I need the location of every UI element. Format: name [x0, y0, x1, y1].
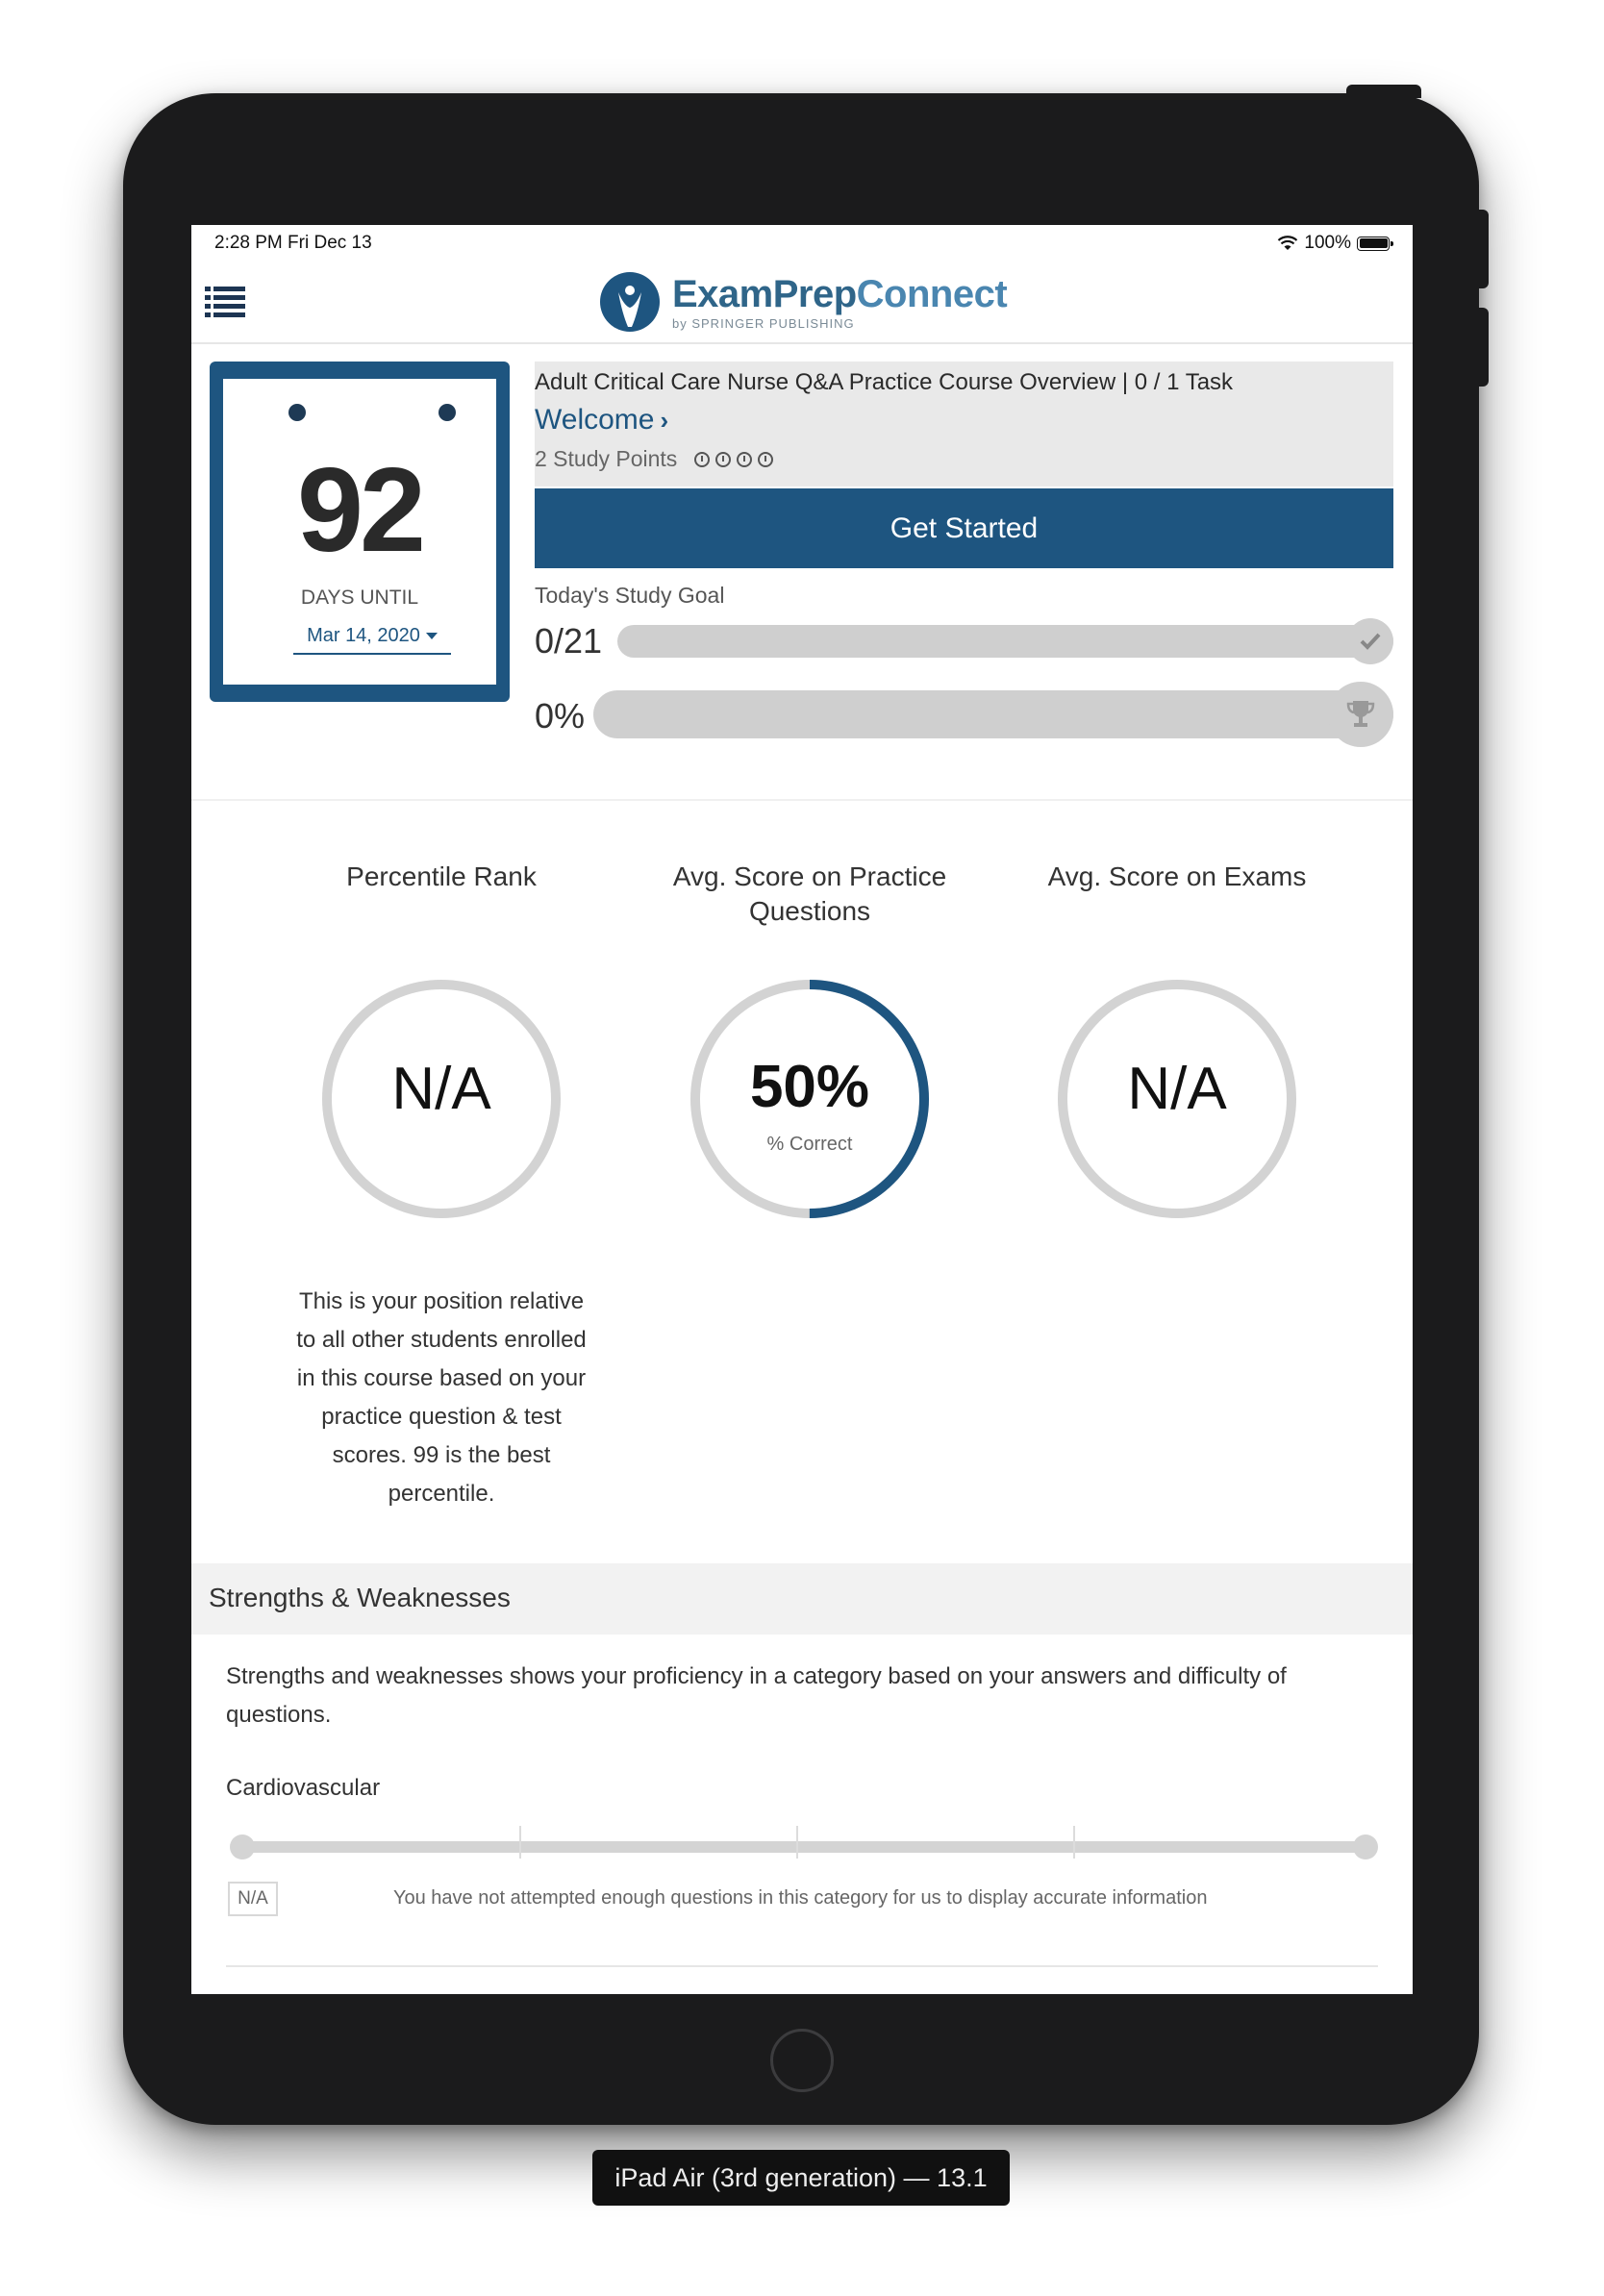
device-volume-down	[1476, 308, 1489, 387]
trophy-icon	[1328, 682, 1393, 747]
study-percent-progress-bar	[593, 690, 1393, 738]
stat-value: N/A	[1127, 1056, 1227, 1122]
device-top-button	[1346, 85, 1421, 98]
logo-title: ExamPrepConnect	[672, 272, 1008, 315]
category-divider	[226, 1965, 1378, 1967]
study-point-icon	[694, 452, 710, 467]
stat-title: Avg. Score on Exams	[1047, 861, 1307, 891]
stat-sub: % Correct	[766, 1134, 853, 1155]
status-bar	[191, 225, 1413, 263]
logo-mark-icon	[599, 271, 661, 333]
study-goal-progress-bar	[617, 625, 1393, 658]
study-point-icon	[715, 452, 731, 467]
slider-tick	[796, 1826, 798, 1859]
checkmark-icon	[1347, 618, 1393, 664]
study-goal-percent: 0%	[535, 696, 586, 736]
app-logo	[599, 271, 1007, 333]
category-score-badge: N/A	[228, 1882, 278, 1916]
calendar-ring-right	[439, 404, 456, 421]
wifi-icon	[1277, 236, 1298, 251]
stat-description: This is your position relative to all other students enrolled in this course based on your practice question & test scores. 99 is the best percentile.	[296, 1288, 587, 1507]
stat-avg-practice-score	[627, 860, 992, 1155]
study-point-icon	[737, 452, 752, 467]
exam-countdown-card	[210, 362, 510, 702]
study-goal-label: Today's Study Goal	[535, 583, 725, 608]
stat-title: Percentile Rank	[346, 861, 537, 891]
strengths-description: Strengths and weaknesses shows your proficiency in a category based on your answers and difficulty of questions.	[226, 1663, 1287, 1728]
stat-value: N/A	[391, 1056, 491, 1122]
slider-tick	[519, 1826, 521, 1859]
course-overview	[535, 362, 1393, 487]
study-point-icon	[758, 452, 773, 467]
home-button[interactable]	[770, 2029, 834, 2092]
stat-value: 50%	[749, 1054, 870, 1120]
chevron-right-icon: ›	[660, 406, 669, 435]
welcome-link[interactable]: Welcome ›	[535, 404, 669, 436]
slider-knob-right	[1353, 1834, 1378, 1859]
course-title: Adult Critical Care Nurse Q&A Practice Course Overview | 0 / 1 Task	[535, 369, 1234, 395]
logo-subtitle: by SPRINGER PUBLISHING	[672, 315, 855, 331]
status-right	[1277, 233, 1390, 254]
app-header	[191, 263, 1413, 344]
stat-avg-exam-score	[994, 860, 1360, 1122]
category-name: Cardiovascular	[226, 1775, 381, 1801]
list-menu-icon[interactable]	[205, 283, 245, 321]
days-until-number: 92	[297, 444, 422, 577]
days-until-label: DAYS UNTIL	[300, 586, 419, 609]
slider-knob-left	[230, 1834, 255, 1859]
stat-title: Avg. Score on Practice Questions	[672, 861, 947, 926]
calendar-ring-left	[288, 404, 306, 421]
strengths-weaknesses-header	[191, 1563, 1413, 1635]
study-goal-count: 0/21	[535, 621, 603, 661]
battery-percent: 100%	[1304, 233, 1351, 253]
device-label: iPad Air (3rd generation) — 13.1	[592, 2150, 1010, 2206]
app-screen	[191, 225, 1413, 1994]
section-title: Strengths & Weaknesses	[209, 1583, 511, 1612]
slider-tick	[1073, 1826, 1075, 1859]
status-time: 2:28 PM Fri Dec 13	[214, 233, 372, 253]
get-started-button[interactable]: Get Started	[535, 488, 1393, 568]
exam-date-dropdown[interactable]: Mar 14, 2020	[293, 625, 451, 655]
section-divider	[191, 799, 1413, 801]
study-points: 2 Study Points	[535, 446, 773, 472]
device-volume-up	[1476, 210, 1489, 288]
battery-icon	[1357, 237, 1390, 251]
proficiency-slider	[236, 1841, 1372, 1853]
caret-down-icon	[426, 633, 438, 639]
stat-percentile-rank	[259, 860, 624, 1507]
category-note: You have not attempted enough questions in this category for us to display accurate information	[393, 1887, 1208, 1909]
